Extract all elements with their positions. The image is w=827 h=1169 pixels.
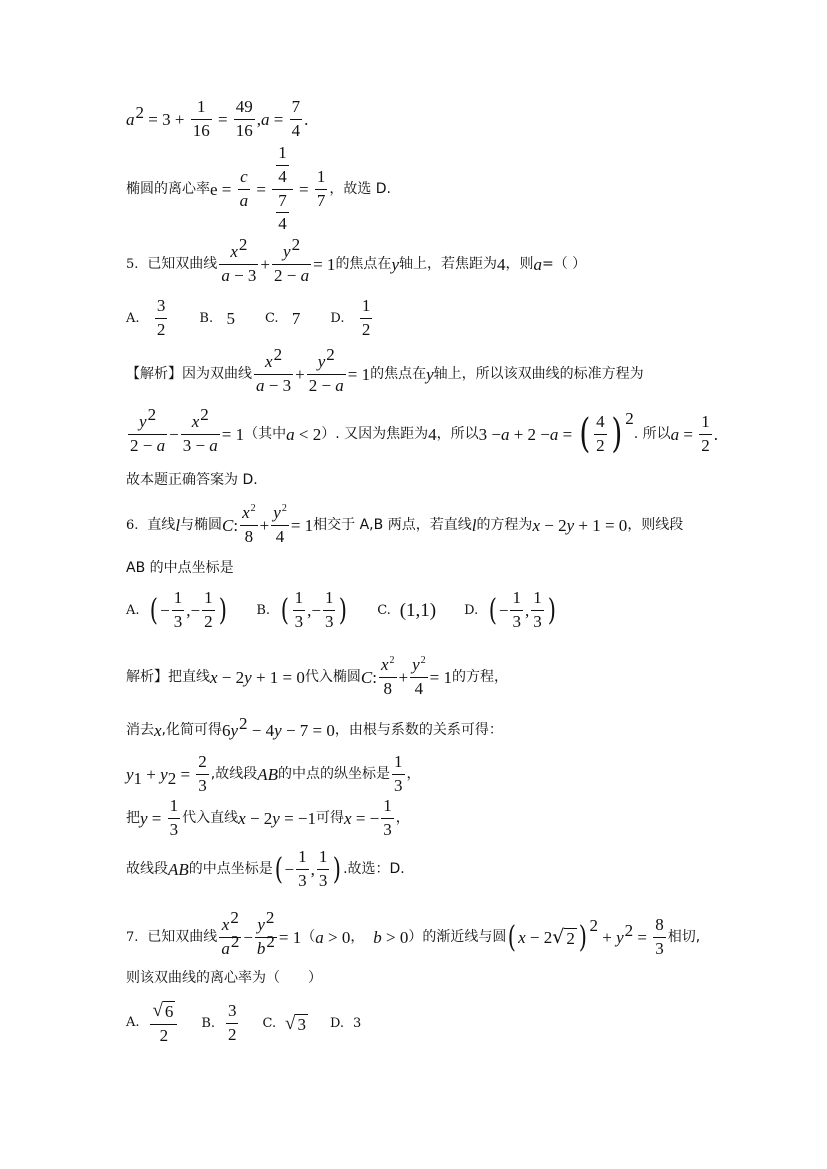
fraction: 1 7	[316, 166, 326, 210]
option-b[interactable]: B. ( 1 3 ,− 1 3 )	[256, 587, 348, 631]
question-7-options	[126, 1000, 361, 1046]
fraction: $y^2$ 2 − a	[274, 234, 310, 285]
eccentricity-line: 椭圆的离心率 e = c a = $\frac{1}{4}$ $\frac{7}{4}$ = 1 7 ，故选 D.	[126, 143, 392, 234]
option-c[interactable]: C. (1,1)	[377, 599, 437, 621]
question-5: 5. 已知双曲线 $x^2$ a − 3 + $y^2$ 2 − a = 1 的焦点在 y 轴上，若焦距为 4 ，则 a =（ ）	[126, 234, 587, 285]
ecc-tail: ，故选 D.	[329, 181, 392, 197]
solution-6-line4: 把 y = 1 3 代入直线 x − 2 y = −1 可得 x = − 1 3 ，	[126, 795, 410, 839]
question-6-line2: AB 的中点坐标是	[126, 560, 234, 576]
question-7-line2: 则该双曲线的离心率为（ ）	[126, 970, 322, 986]
fraction: c a	[239, 166, 249, 210]
solution-6-line3: y $_1$ + y $_2$ = 2 3 ,故线段 AB 的中点的纵坐标是 1 3 ，	[126, 751, 421, 795]
option-a[interactable]: A. √ 6 2	[126, 1001, 179, 1046]
solution-6-line5: 故线段 AB 的中点坐标是 ( − 1 3 , 1 3 ) .故选：D.	[126, 846, 405, 890]
option-d[interactable]: D. 3	[329, 1015, 362, 1031]
solution-6-line1: 解析】把直线 x − 2 y + 1 = 0 代入椭圆 C : $x^2$ 8 + $y^2$ 4 = 1 的方程，	[126, 654, 508, 698]
solution-6-line2: 消去 x ,化简可得 6 y $^2$ − 4 y − 7 = 0 ，由根与系数的关系可得：	[126, 713, 503, 740]
option-a[interactable]: A. 3 2	[126, 295, 166, 339]
option-c[interactable]: C. 7	[264, 308, 301, 328]
solution-5-line1: 【解析】因为双曲线 $x^2$ a − 3 + $y^2$ 2 − a = 1 的焦点在 y 轴上，所以该双曲线的标准方程为	[126, 344, 644, 395]
ecc-text: 椭圆的离心率	[126, 181, 210, 197]
option-d[interactable]: D. ( − 1 3 , 1 3 )	[464, 587, 556, 631]
option-d[interactable]: D. 1 2	[330, 295, 371, 339]
option-a[interactable]: A. ( − 1 3 ,− 1 2 )	[126, 587, 227, 631]
option-b[interactable]: B. 5	[199, 308, 235, 328]
fraction: 7 4	[291, 96, 301, 140]
question-6: 6. 直线 l 与椭圆 C : $x^2$ 8 + $y^2$ 4 = 1 相交于 A,B 两点，若直线 l 的方程为 x − 2 y + 1 = 0 ，则线段	[126, 502, 684, 546]
solution-5-line2: $y^2$ 2 − a − $x^2$ 3 − a = 1 （其中 a < 2 ）. 又因为焦距为 4 ，所以 3 − a + 2 − a = ( 4 2 ) $^2$ . 所以 a = 1 2 .	[130, 404, 718, 457]
question-6-options	[126, 588, 557, 632]
option-b[interactable]: B. 3 2	[201, 1000, 237, 1044]
question-7: 7. 已知双曲线 $x^2$ $a^2$ − $y^2$ $b^2$ = 1 （ a > 0 ， b > 0 ）的渐近线与圆 ( x − 2 √ 2 ) $^2$ + y $^2$ = 8 3 相切,	[126, 907, 701, 958]
fraction: $y^2$ 2 − a	[130, 404, 166, 455]
fraction: 1 16	[192, 96, 210, 140]
question-number: 5.	[126, 256, 139, 272]
fraction: $x^2$ 3 − a	[182, 404, 218, 455]
fraction: $x^2$ a − 3	[221, 234, 257, 285]
compound-fraction: $\frac{1}{4}$ $\frac{7}{4}$	[272, 144, 293, 234]
question-number: 7.	[126, 929, 139, 945]
fraction: 49 16	[235, 96, 253, 140]
solution-5-final: 故本题正确答案为 D.	[126, 472, 258, 488]
fraction: $x^2$ a − 3	[256, 344, 292, 395]
option-c[interactable]: C. √ 3	[262, 1012, 306, 1034]
question-5-options	[126, 295, 374, 339]
question-number: 6.	[126, 517, 139, 533]
solution-line-a-squared: $a^2$ = 3 + 1 16 = 49 16 , a = 7 4 .	[126, 96, 309, 140]
formula: $a^2$	[126, 102, 144, 129]
fraction: $y^2$ 2 − a	[308, 344, 344, 395]
